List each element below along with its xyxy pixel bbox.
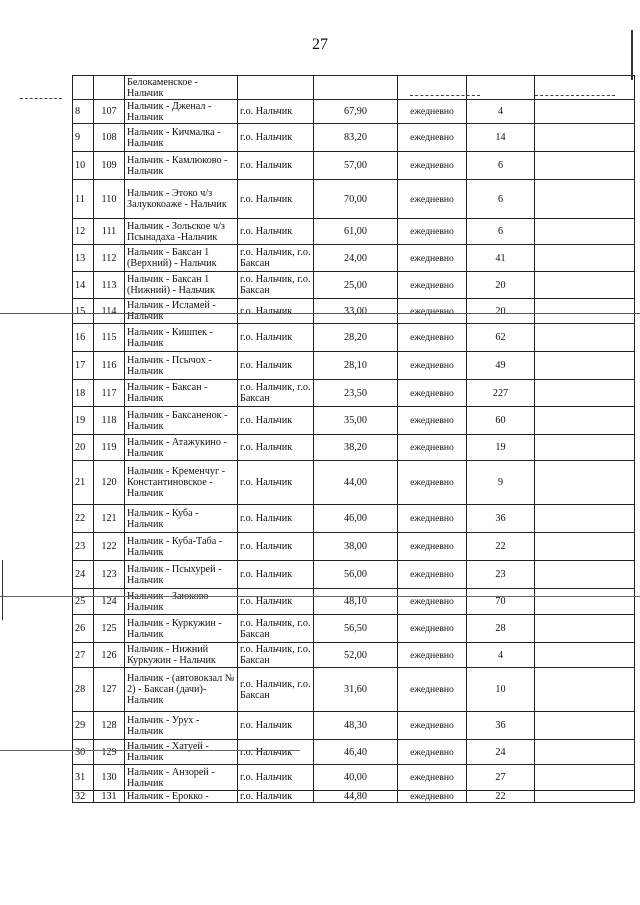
trip-count: 49	[467, 352, 535, 380]
route-regularity: ежедневно	[398, 324, 467, 352]
route-regularity: ежедневно	[398, 643, 467, 668]
route-regularity: ежедневно	[398, 561, 467, 589]
row-number: 30	[73, 740, 94, 765]
route-reg-number: 118	[94, 407, 125, 435]
row-number: 18	[73, 380, 94, 407]
route-reg-number: 126	[94, 643, 125, 668]
route-reg-number: 128	[94, 712, 125, 740]
route-name: Нальчик - (автовокзал № 2) - Баксан (дачи)- Нальчик	[125, 668, 238, 712]
routes-table	[72, 75, 635, 803]
route-reg-number: 113	[94, 272, 125, 299]
trip-count: 4	[467, 100, 535, 124]
route-length: 44,80	[314, 791, 398, 803]
route-name: Нальчик - Баксан 1 (Нижний) - Нальчик	[125, 272, 238, 299]
route-territory: г.о. Нальчик	[238, 712, 314, 740]
route-name: Нальчик - Кичмалка - Нальчик	[125, 124, 238, 152]
route-regularity: ежедневно	[398, 461, 467, 505]
route-territory	[238, 76, 314, 100]
empty-cell	[535, 533, 635, 561]
route-reg-number: 127	[94, 668, 125, 712]
route-regularity: ежедневно	[398, 272, 467, 299]
row-number: 28	[73, 668, 94, 712]
row-number: 20	[73, 435, 94, 461]
route-name: Нальчик - Анзорей - Нальчик	[125, 765, 238, 791]
route-length: 23,50	[314, 380, 398, 407]
route-territory: г.о. Нальчик, г.о. Баксан	[238, 668, 314, 712]
route-territory: г.о. Нальчик, г.о. Баксан	[238, 615, 314, 643]
route-name: Нальчик - Заюково - Нальчик	[125, 589, 238, 615]
route-name: Нальчик - Кременчуг - Константиновское - Нальчик	[125, 461, 238, 505]
table-row	[73, 324, 635, 352]
route-regularity: ежедневно	[398, 533, 467, 561]
route-regularity: ежедневно	[398, 124, 467, 152]
route-name: Нальчик - Этоко ч/з Залукокоаже - Нальчик	[125, 180, 238, 219]
empty-cell	[535, 561, 635, 589]
route-length: 33,00	[314, 299, 398, 324]
route-name: Нальчик - Урух - Нальчик	[125, 712, 238, 740]
trip-count: 10	[467, 668, 535, 712]
route-territory: г.о. Нальчик	[238, 152, 314, 180]
route-reg-number: 122	[94, 533, 125, 561]
route-regularity: ежедневно	[398, 505, 467, 533]
scan-artifact-line	[0, 313, 640, 314]
route-regularity: ежедневно	[398, 180, 467, 219]
route-name: Нальчик - Кишпек - Нальчик	[125, 324, 238, 352]
row-number: 19	[73, 407, 94, 435]
route-length: 24,00	[314, 245, 398, 272]
route-territory: г.о. Нальчик, г.о. Баксан	[238, 245, 314, 272]
route-territory: г.о. Нальчик	[238, 589, 314, 615]
route-name: Нальчик - Псыхурей - Нальчик	[125, 561, 238, 589]
table-row	[73, 533, 635, 561]
route-territory: г.о. Нальчик	[238, 435, 314, 461]
row-number: 17	[73, 352, 94, 380]
route-territory: г.о. Нальчик, г.о. Баксан	[238, 643, 314, 668]
route-reg-number: 114	[94, 299, 125, 324]
route-reg-number: 125	[94, 615, 125, 643]
empty-cell	[535, 245, 635, 272]
route-reg-number: 123	[94, 561, 125, 589]
route-regularity: ежедневно	[398, 352, 467, 380]
route-name: Нальчик - Куба - Нальчик	[125, 505, 238, 533]
route-name: Нальчик - Псычох - Нальчик	[125, 352, 238, 380]
row-number: 27	[73, 643, 94, 668]
route-length: 48,30	[314, 712, 398, 740]
route-name: Нальчик - Куба-Таба - Нальчик	[125, 533, 238, 561]
route-territory: г.о. Нальчик	[238, 505, 314, 533]
route-regularity: ежедневно	[398, 219, 467, 245]
route-name: Нальчик - Баксаненок - Нальчик	[125, 407, 238, 435]
empty-cell	[535, 352, 635, 380]
route-reg-number: 108	[94, 124, 125, 152]
route-length: 46,40	[314, 740, 398, 765]
empty-cell	[535, 791, 635, 803]
route-territory: г.о. Нальчик	[238, 180, 314, 219]
page-number: 27	[312, 36, 328, 53]
route-name: Нальчик - Нижний Куркужин - Нальчик	[125, 643, 238, 668]
row-number: 31	[73, 765, 94, 791]
scan-edge-mark	[631, 30, 633, 80]
trip-count: 4	[467, 643, 535, 668]
route-length: 56,00	[314, 561, 398, 589]
row-number: 13	[73, 245, 94, 272]
route-length: 44,00	[314, 461, 398, 505]
empty-cell	[535, 380, 635, 407]
route-regularity: ежедневно	[398, 380, 467, 407]
row-number: 21	[73, 461, 94, 505]
trip-count: 70	[467, 589, 535, 615]
route-reg-number	[94, 76, 125, 100]
trip-count: 24	[467, 740, 535, 765]
table-row	[73, 152, 635, 180]
table-row	[73, 180, 635, 219]
route-territory: г.о. Нальчик	[238, 124, 314, 152]
trip-count: 62	[467, 324, 535, 352]
trip-count: 60	[467, 407, 535, 435]
trip-count: 14	[467, 124, 535, 152]
route-regularity: ежедневно	[398, 299, 467, 324]
trip-count: 27	[467, 765, 535, 791]
route-reg-number: 120	[94, 461, 125, 505]
route-length: 40,00	[314, 765, 398, 791]
scan-artifact-line	[0, 596, 640, 597]
empty-cell	[535, 765, 635, 791]
route-reg-number: 112	[94, 245, 125, 272]
route-name: Белокаменское - Нальчик	[125, 76, 238, 100]
table-row	[73, 461, 635, 505]
empty-cell	[535, 100, 635, 124]
route-name: Нальчик - Дженал - Нальчик	[125, 100, 238, 124]
route-territory: г.о. Нальчик, г.о. Баксан	[238, 272, 314, 299]
route-reg-number: 110	[94, 180, 125, 219]
row-number: 11	[73, 180, 94, 219]
route-regularity: ежедневно	[398, 152, 467, 180]
table-row	[73, 352, 635, 380]
route-name: Нальчик - Камлюково - Нальчик	[125, 152, 238, 180]
row-number: 10	[73, 152, 94, 180]
table-row	[73, 712, 635, 740]
empty-cell	[535, 299, 635, 324]
row-number: 29	[73, 712, 94, 740]
table-row	[73, 765, 635, 791]
table-row	[73, 124, 635, 152]
table-row	[73, 219, 635, 245]
route-length: 70,00	[314, 180, 398, 219]
empty-cell	[535, 589, 635, 615]
table-row	[73, 505, 635, 533]
route-territory: г.о. Нальчик	[238, 740, 314, 765]
scan-edge-mark	[2, 560, 3, 620]
route-territory: г.о. Нальчик	[238, 100, 314, 124]
route-name: Нальчик - Атажукино - Нальчик	[125, 435, 238, 461]
route-territory: г.о. Нальчик, г.о. Баксан	[238, 380, 314, 407]
route-territory: г.о. Нальчик	[238, 765, 314, 791]
route-regularity: ежедневно	[398, 740, 467, 765]
route-reg-number: 119	[94, 435, 125, 461]
route-regularity: ежедневно	[398, 791, 467, 803]
route-territory: г.о. Нальчик	[238, 561, 314, 589]
table-row	[73, 615, 635, 643]
route-length: 38,20	[314, 435, 398, 461]
route-reg-number: 107	[94, 100, 125, 124]
empty-cell	[535, 615, 635, 643]
trip-count: 20	[467, 272, 535, 299]
row-number: 25	[73, 589, 94, 615]
trip-count: 19	[467, 435, 535, 461]
table-row	[73, 407, 635, 435]
route-territory: г.о. Нальчик	[238, 461, 314, 505]
route-reg-number: 115	[94, 324, 125, 352]
routes-table-body	[73, 76, 635, 803]
route-territory: г.о. Нальчик	[238, 219, 314, 245]
scan-artifact-line	[410, 95, 480, 96]
route-regularity: ежедневно	[398, 765, 467, 791]
empty-cell	[535, 740, 635, 765]
table-row	[73, 561, 635, 589]
route-length: 28,20	[314, 324, 398, 352]
scan-artifact-line	[20, 98, 62, 99]
empty-cell	[535, 272, 635, 299]
route-length: 67,90	[314, 100, 398, 124]
row-number: 15	[73, 299, 94, 324]
route-length: 25,00	[314, 272, 398, 299]
route-length: 56,50	[314, 615, 398, 643]
route-reg-number: 109	[94, 152, 125, 180]
table-row	[73, 245, 635, 272]
route-regularity: ежедневно	[398, 100, 467, 124]
route-length: 48,10	[314, 589, 398, 615]
empty-cell	[535, 407, 635, 435]
row-number: 9	[73, 124, 94, 152]
trip-count: 6	[467, 219, 535, 245]
route-name: Нальчик - Баксан - Нальчик	[125, 380, 238, 407]
trip-count: 22	[467, 533, 535, 561]
empty-cell	[535, 668, 635, 712]
route-regularity: ежедневно	[398, 589, 467, 615]
empty-cell	[535, 712, 635, 740]
row-number: 32	[73, 791, 94, 803]
row-number: 24	[73, 561, 94, 589]
table-row	[73, 380, 635, 407]
route-length: 46,00	[314, 505, 398, 533]
trip-count: 6	[467, 180, 535, 219]
trip-count: 6	[467, 152, 535, 180]
route-regularity: ежедневно	[398, 407, 467, 435]
route-length: 83,20	[314, 124, 398, 152]
trip-count: 28	[467, 615, 535, 643]
trip-count: 22	[467, 791, 535, 803]
route-name: Нальчик - Баксан 1 (Верхний) - Нальчик	[125, 245, 238, 272]
route-length: 57,00	[314, 152, 398, 180]
table-row	[73, 299, 635, 324]
route-territory: г.о. Нальчик	[238, 299, 314, 324]
empty-cell	[535, 180, 635, 219]
trip-count: 227	[467, 380, 535, 407]
row-number: 8	[73, 100, 94, 124]
table-row	[73, 435, 635, 461]
route-name: Нальчик - Зольское ч/з Псынадаха -Нальчик	[125, 219, 238, 245]
empty-cell	[535, 124, 635, 152]
empty-cell	[535, 219, 635, 245]
route-name: Нальчик - Исламей - Нальчик	[125, 299, 238, 324]
row-number: 16	[73, 324, 94, 352]
table-row	[73, 668, 635, 712]
route-regularity: ежедневно	[398, 245, 467, 272]
empty-cell	[535, 505, 635, 533]
route-territory: г.о. Нальчик	[238, 407, 314, 435]
table-row	[73, 791, 635, 803]
trip-count: 36	[467, 712, 535, 740]
route-reg-number: 129	[94, 740, 125, 765]
route-regularity: ежедневно	[398, 615, 467, 643]
trip-count: 36	[467, 505, 535, 533]
empty-cell	[535, 324, 635, 352]
trip-count: 9	[467, 461, 535, 505]
row-number: 26	[73, 615, 94, 643]
table-row	[73, 100, 635, 124]
route-reg-number: 130	[94, 765, 125, 791]
table-row	[73, 740, 635, 765]
route-regularity: ежедневно	[398, 435, 467, 461]
route-territory: г.о. Нальчик	[238, 352, 314, 380]
table-row	[73, 272, 635, 299]
trip-count: 20	[467, 299, 535, 324]
route-length: 38,00	[314, 533, 398, 561]
route-length: 28,10	[314, 352, 398, 380]
route-reg-number: 124	[94, 589, 125, 615]
empty-cell	[535, 643, 635, 668]
route-reg-number: 117	[94, 380, 125, 407]
empty-cell	[535, 152, 635, 180]
route-length	[314, 76, 398, 100]
table-row	[73, 643, 635, 668]
route-length: 52,00	[314, 643, 398, 668]
row-number: 12	[73, 219, 94, 245]
empty-cell	[535, 461, 635, 505]
table-row	[73, 589, 635, 615]
route-length: 61,00	[314, 219, 398, 245]
trip-count: 23	[467, 561, 535, 589]
trip-count: 41	[467, 245, 535, 272]
route-reg-number: 116	[94, 352, 125, 380]
route-name: Нальчик - Ерокко -	[125, 791, 238, 803]
route-territory: г.о. Нальчик	[238, 533, 314, 561]
route-regularity: ежедневно	[398, 668, 467, 712]
route-name: Нальчик - Куркужин - Нальчик	[125, 615, 238, 643]
route-reg-number: 131	[94, 791, 125, 803]
row-number	[73, 76, 94, 100]
scan-artifact-line	[535, 95, 615, 96]
route-length: 31,60	[314, 668, 398, 712]
route-reg-number: 111	[94, 219, 125, 245]
empty-cell	[535, 435, 635, 461]
row-number: 14	[73, 272, 94, 299]
route-regularity: ежедневно	[398, 712, 467, 740]
route-territory: г.о. Нальчик	[238, 324, 314, 352]
row-number: 22	[73, 505, 94, 533]
route-length: 35,00	[314, 407, 398, 435]
scan-artifact-line	[0, 750, 300, 751]
row-number: 23	[73, 533, 94, 561]
route-name: Нальчик - Хатуей - Нальчик	[125, 740, 238, 765]
route-reg-number: 121	[94, 505, 125, 533]
route-territory: г.о. Нальчик	[238, 791, 314, 803]
